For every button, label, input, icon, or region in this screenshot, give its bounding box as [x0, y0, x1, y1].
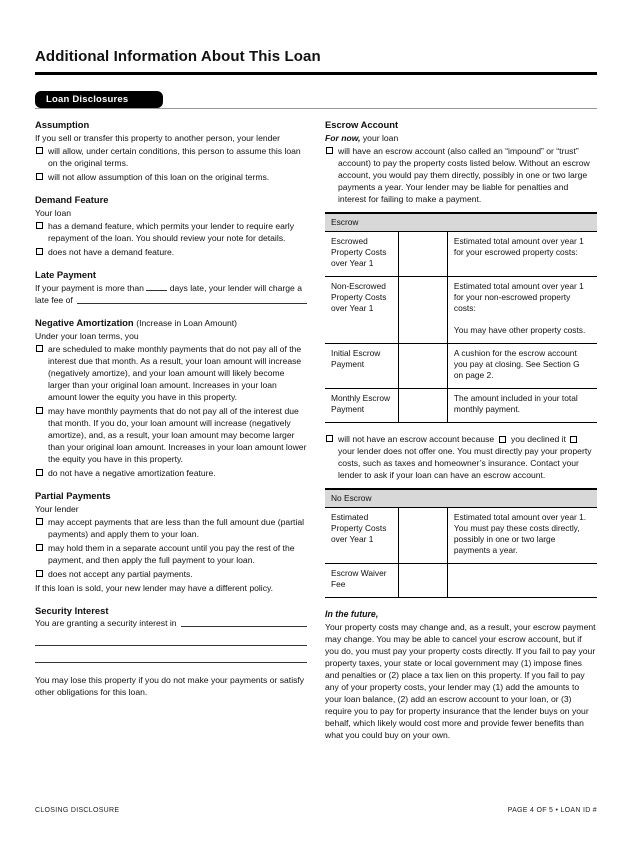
partial-payments-intro: Your lender — [35, 504, 79, 514]
checkbox-icon[interactable] — [36, 407, 43, 414]
row-label: Estimated Property Costs over Year 1 — [325, 508, 398, 564]
table-row — [325, 344, 597, 389]
row-description: Estimated total amount over year 1. You must pay these costs directly, possibly in one or two large payments a year. — [447, 508, 597, 564]
security-interest-section — [35, 605, 307, 698]
checkbox-label: do not have a negative amortization feature. — [48, 468, 216, 478]
partial-option-hold — [35, 542, 307, 566]
checkbox-label: will allow, under certain conditions, this person to assume this loan on the original terms. — [48, 146, 301, 168]
assumption-intro: If you sell or transfer this property to another person, your lender — [35, 133, 281, 143]
checkbox-icon[interactable] — [36, 147, 43, 154]
checkbox-label: may hold them in a separate account until you pay the rest of the payment, and then apply the full payment to your loan. — [48, 543, 295, 565]
escrow-option-will-have — [325, 145, 597, 205]
negam-option-scheduled — [35, 343, 307, 403]
checkbox-label: may accept payments that are less than the full amount due (partial payments) and apply them to your loan. — [48, 517, 305, 539]
demand-feature-intro: Your loan — [35, 208, 71, 218]
in-the-future-section — [325, 608, 597, 741]
table-row — [325, 232, 597, 277]
partial-payments-heading: Partial Payments — [35, 490, 111, 501]
checkbox-icon[interactable] — [36, 248, 43, 255]
late-payment-heading: Late Payment — [35, 269, 96, 280]
partial-option-accept — [35, 516, 307, 540]
row-label: Monthly Escrow Payment — [325, 389, 398, 423]
no-escrow-table — [325, 488, 597, 598]
security-interest-text: You are granting a security interest in — [35, 618, 177, 628]
checkbox-label: may have monthly payments that do not pay all of the interest due that month. If you do, your loan amount will increase (negatively amortize), and, as a result, your loan amount may become larger than your original loan amount. Increases in your loan amount lower the equity you have in this property. — [48, 406, 307, 464]
demand-feature-heading: Demand Feature — [35, 194, 109, 205]
checkbox-icon[interactable] — [36, 222, 43, 229]
late-payment-line2 — [35, 294, 307, 306]
row-description: Estimated total amount over year 1 for your escrowed property costs: — [447, 232, 597, 277]
in-the-future-heading: In the future, — [325, 609, 379, 619]
table-row — [325, 508, 597, 564]
assumption-section — [35, 119, 307, 183]
checkbox-label: will not allow assumption of this loan on the original terms. — [48, 172, 270, 182]
intro-rest: your loan — [362, 133, 399, 143]
demand-feature-section — [35, 194, 307, 258]
late-payment-text: days late, your lender will charge a — [169, 283, 303, 293]
checkbox-icon[interactable] — [36, 345, 43, 352]
late-payment-section — [35, 269, 307, 306]
escrow-table-header: Escrow — [325, 213, 597, 232]
checkbox-icon[interactable] — [36, 544, 43, 551]
security-interest-blank-line-1[interactable] — [35, 629, 307, 646]
checkbox-icon[interactable] — [326, 147, 333, 154]
negam-option-none — [35, 467, 307, 479]
lender-not-offer-text: your lender does not offer one. You must directly pay your property costs, such as taxes and homeowner’s insurance. Contact your lender to ask if your loan can have an escrow account. — [338, 446, 592, 480]
row-description: A cushion for the escrow account you pay at closing. See Section G on page 2. — [447, 344, 597, 389]
section-tab-row — [35, 91, 597, 109]
partial-payments-section — [35, 490, 307, 594]
heading-bold: Negative Amortization — [35, 317, 134, 328]
for-now-label: For now, — [325, 133, 361, 143]
partial-payments-note: If this loan is sold, your new lender may have a different policy. — [35, 583, 274, 593]
checkbox-label: are scheduled to make monthly payments that do not pay all of the interest due that month. As a result, your loan amount will increase (negatively amortize), and your loan amount will likely become larger than your original loan amount. Increases in your loan amount lower the equity you have in this property. — [48, 344, 302, 402]
checkbox-icon[interactable] — [36, 570, 43, 577]
table-row — [325, 389, 597, 423]
table-row — [325, 277, 597, 344]
escrow-account-heading: Escrow Account — [325, 119, 399, 130]
checkbox-icon[interactable] — [36, 469, 43, 476]
security-interest-warning: You may lose this property if you do not make your payments or satisfy other obligations for this loan. — [35, 675, 305, 697]
table-row — [325, 564, 597, 598]
late-payment-line1 — [35, 282, 307, 294]
heading-note: (Increase in Loan Amount) — [136, 318, 238, 328]
amount-cell[interactable] — [398, 564, 447, 598]
no-escrow-table-header: No Escrow — [325, 489, 597, 508]
security-interest-blank-line-2[interactable] — [35, 646, 307, 663]
negative-amortization-intro: Under your loan terms, you — [35, 331, 139, 341]
row-label: Initial Escrow Payment — [325, 344, 398, 389]
late-fee-blank-field[interactable] — [77, 303, 307, 304]
will-not-text: will not have an escrow account because — [338, 434, 495, 444]
page-footer — [35, 807, 597, 814]
demand-option-does-not — [35, 246, 307, 258]
row-label: Escrowed Property Costs over Year 1 — [325, 232, 398, 277]
partial-option-none — [35, 568, 307, 580]
right-column — [325, 111, 597, 741]
checkbox-icon[interactable] — [36, 173, 43, 180]
escrow-option-will-not-have — [325, 433, 597, 481]
late-payment-text: late fee of — [35, 295, 73, 305]
assumption-option-allow — [35, 145, 307, 169]
escrow-account-intro — [325, 132, 597, 144]
negative-amortization-section — [35, 317, 307, 479]
security-interest-line — [35, 617, 307, 629]
negam-option-may-have — [35, 405, 307, 465]
declined-it-text: you declined it — [511, 434, 566, 444]
negative-amortization-heading — [35, 317, 307, 329]
row-label: Non-Escrowed Property Costs over Year 1 — [325, 277, 398, 344]
page-title: Additional Information About This Loan — [35, 48, 597, 75]
demand-option-has — [35, 220, 307, 244]
row-description — [447, 564, 597, 598]
assumption-heading: Assumption — [35, 119, 90, 130]
amount-cell[interactable] — [398, 389, 447, 423]
row-description-note: You may have other property costs. — [453, 325, 586, 335]
checkbox-label: does not accept any partial payments. — [48, 569, 193, 579]
in-the-future-text: Your property costs may change and, as a result, your escrow payment may change. You may be able to cancel your escrow account, but if you do, you must pay your property costs directly. If you fail to pay your property taxes, your state or local government may (1) impose fines and penalties or (2) place a tax lien on this property. If you fail to pay any of your property costs, your lender may (1) add the amounts to your loan balance, (2) add an escrow account to your loan, or (3) require you to pay for property insurance that the lender buys on your behalf, which likely would cost more and provide fewer benefits than what you could buy on your own. — [325, 622, 596, 740]
security-interest-heading: Security Interest — [35, 605, 109, 616]
checkbox-label: has a demand feature, which permits your lender to require early repayment of the loan. You should review your note for details. — [48, 221, 295, 243]
escrow-table — [325, 212, 597, 423]
checkbox-icon[interactable] — [326, 435, 333, 442]
assumption-option-not-allow — [35, 171, 307, 183]
row-description: The amount included in your total monthly payment. — [447, 389, 597, 423]
footer-document-name: CLOSING DISCLOSURE — [35, 807, 120, 814]
checkbox-icon[interactable] — [36, 518, 43, 525]
checkbox-label: will have an escrow account (also called an “impound” or “trust” account) to pay the property costs listed below. Without an escrow account, you would pay them directly, possibly in one or two large payments a year. Your lender may be liable for penalties and interest for failing to make a payment. — [338, 146, 590, 204]
amount-cell[interactable] — [398, 232, 447, 277]
checkbox-icon[interactable] — [570, 436, 577, 443]
row-description — [447, 277, 597, 344]
escrow-account-section — [325, 119, 597, 205]
row-description-text: Estimated total amount over year 1 for your non-escrowed property costs: — [453, 281, 584, 313]
days-blank-field[interactable] — [146, 282, 167, 291]
late-payment-text: If your payment is more than — [35, 283, 144, 293]
left-column — [35, 111, 307, 741]
amount-cell[interactable] — [398, 344, 447, 389]
amount-cell[interactable] — [398, 277, 447, 344]
amount-cell[interactable] — [398, 508, 447, 564]
security-interest-blank-field[interactable] — [181, 626, 307, 627]
checkbox-label: does not have a demand feature. — [48, 247, 175, 257]
checkbox-icon[interactable] — [499, 436, 506, 443]
footer-page-number: PAGE 4 OF 5 • LOAN ID # — [507, 807, 597, 814]
section-tab-loan-disclosures: Loan Disclosures — [35, 91, 163, 108]
checkbox-label — [338, 433, 597, 481]
row-label: Escrow Waiver Fee — [325, 564, 398, 598]
